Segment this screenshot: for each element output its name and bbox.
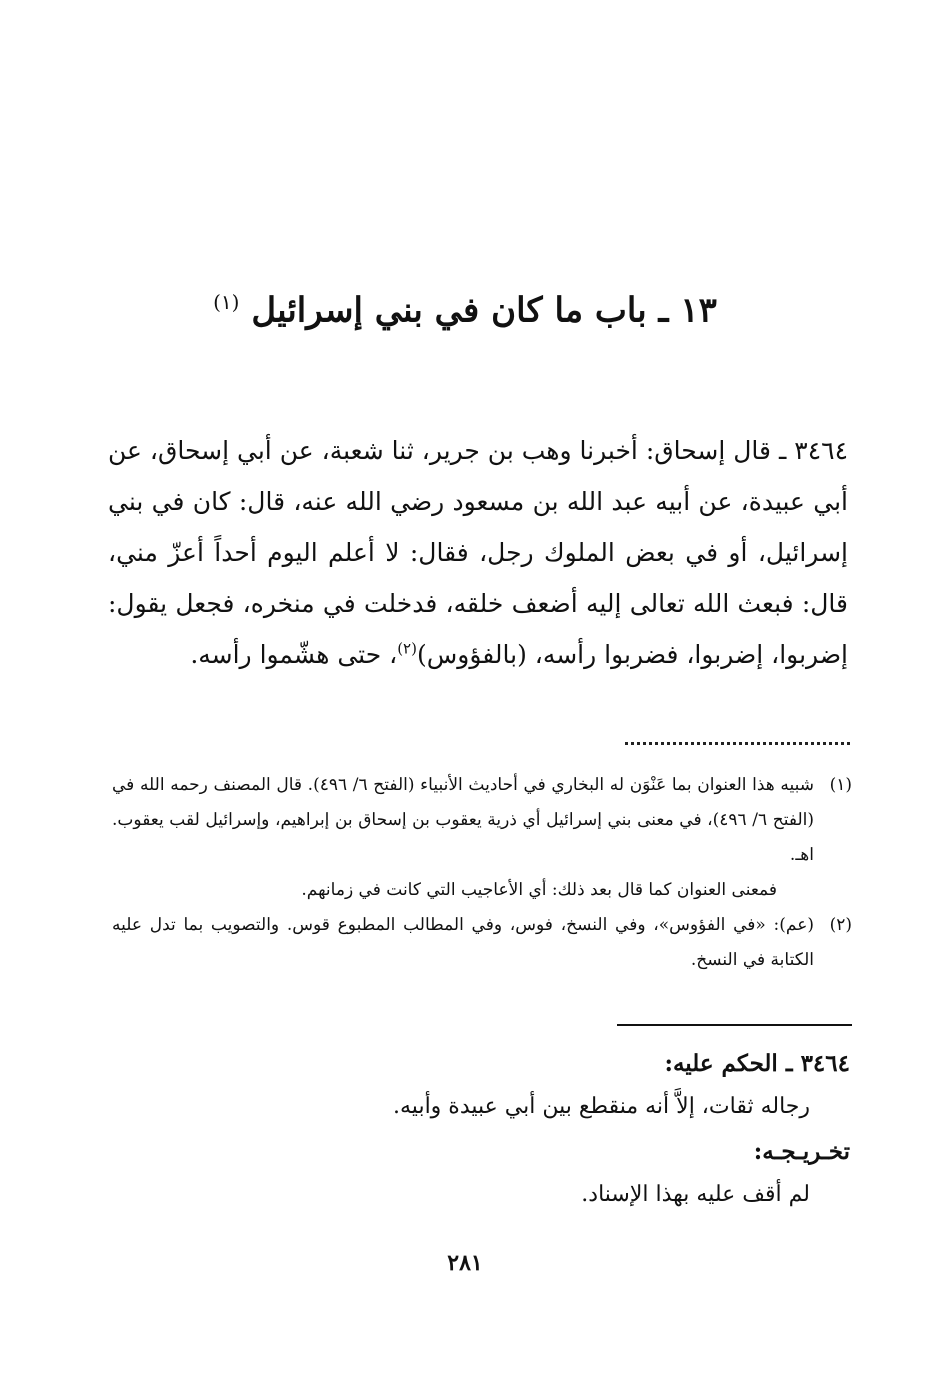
hadith-footnote-ref: (٢): [397, 639, 417, 658]
chapter-title: ١٣ ـ باب ما كان في بني إسرائيل: [251, 290, 717, 331]
hadith-body-end: ، حتى هشّموا رأسه.: [190, 640, 398, 669]
section-divider: [617, 1024, 852, 1026]
footnote-number: (٢): [829, 915, 852, 935]
footnote-text: (عم): «في الفؤوس»، وفي النسخ، فوس، وفي المطالب المطبوع قوس. والتصويب بما تدل عليه الكتابة في النسخ.: [112, 915, 814, 970]
footnote-text: فمعنى العنوان كما قال بعد ذلك: أي الأعاجيب التي كانت في زمانهم.: [301, 880, 777, 900]
chapter-heading: [0, 290, 930, 330]
footnote-text: شبيه هذا العنوان بما عَنْوَن له البخاري في أحاديث الأنبياء (الفتح ٦/ ٤٩٦). قال المصنف رحمه الله في (الفتح ٦/ ٤٩٦)، في معنى بني إسرائيل أي ذرية يعقوب بن إسحاق بن إبراهيم، وإسرائيل لقب يعقوب. اهـ.: [112, 775, 814, 865]
footnote-1: [112, 768, 852, 873]
page-number: ٢٨١: [447, 1250, 483, 1276]
footnote-number: (١): [829, 775, 852, 795]
ruling-heading: ٣٤٦٤ ـ الحكم عليه:: [664, 1050, 850, 1077]
hadith-body: ٣٤٦٤ ـ قال إسحاق: أخبرنا وهب بن جرير، ثنا شعبة، عن أبي إسحاق، عن أبي عبيدة، عن أبيه عبد الله بن مسعود رضي الله عنه، قال: كان في بني إسرائيل، أو في بعض الملوك رجل، فقال: لا أعلم اليوم أحداً أعزّ مني، قال: فبعث الله تعالى إليه أضعف خلقه، فدخلت في منخره، فجعل يقول: إضربوا، إضربوا، فضربوا رأسه، (بالفؤوس): [108, 436, 848, 669]
hadith-text: [108, 425, 848, 680]
ruling-text: رجاله ثقات، إلاَّ أنه منقطع بين أبي عبيدة وأبيه.: [393, 1094, 810, 1119]
footnotes: [112, 768, 852, 978]
takhrij-heading: تخـريـجـه:: [753, 1138, 850, 1165]
takhrij-text: لم أقف عليه بهذا الإسناد.: [581, 1182, 810, 1207]
footnote-separator: [625, 742, 850, 745]
chapter-footnote-ref: (١): [213, 290, 240, 314]
footnote-1-continuation: [112, 873, 852, 908]
footnote-2: [112, 908, 852, 978]
